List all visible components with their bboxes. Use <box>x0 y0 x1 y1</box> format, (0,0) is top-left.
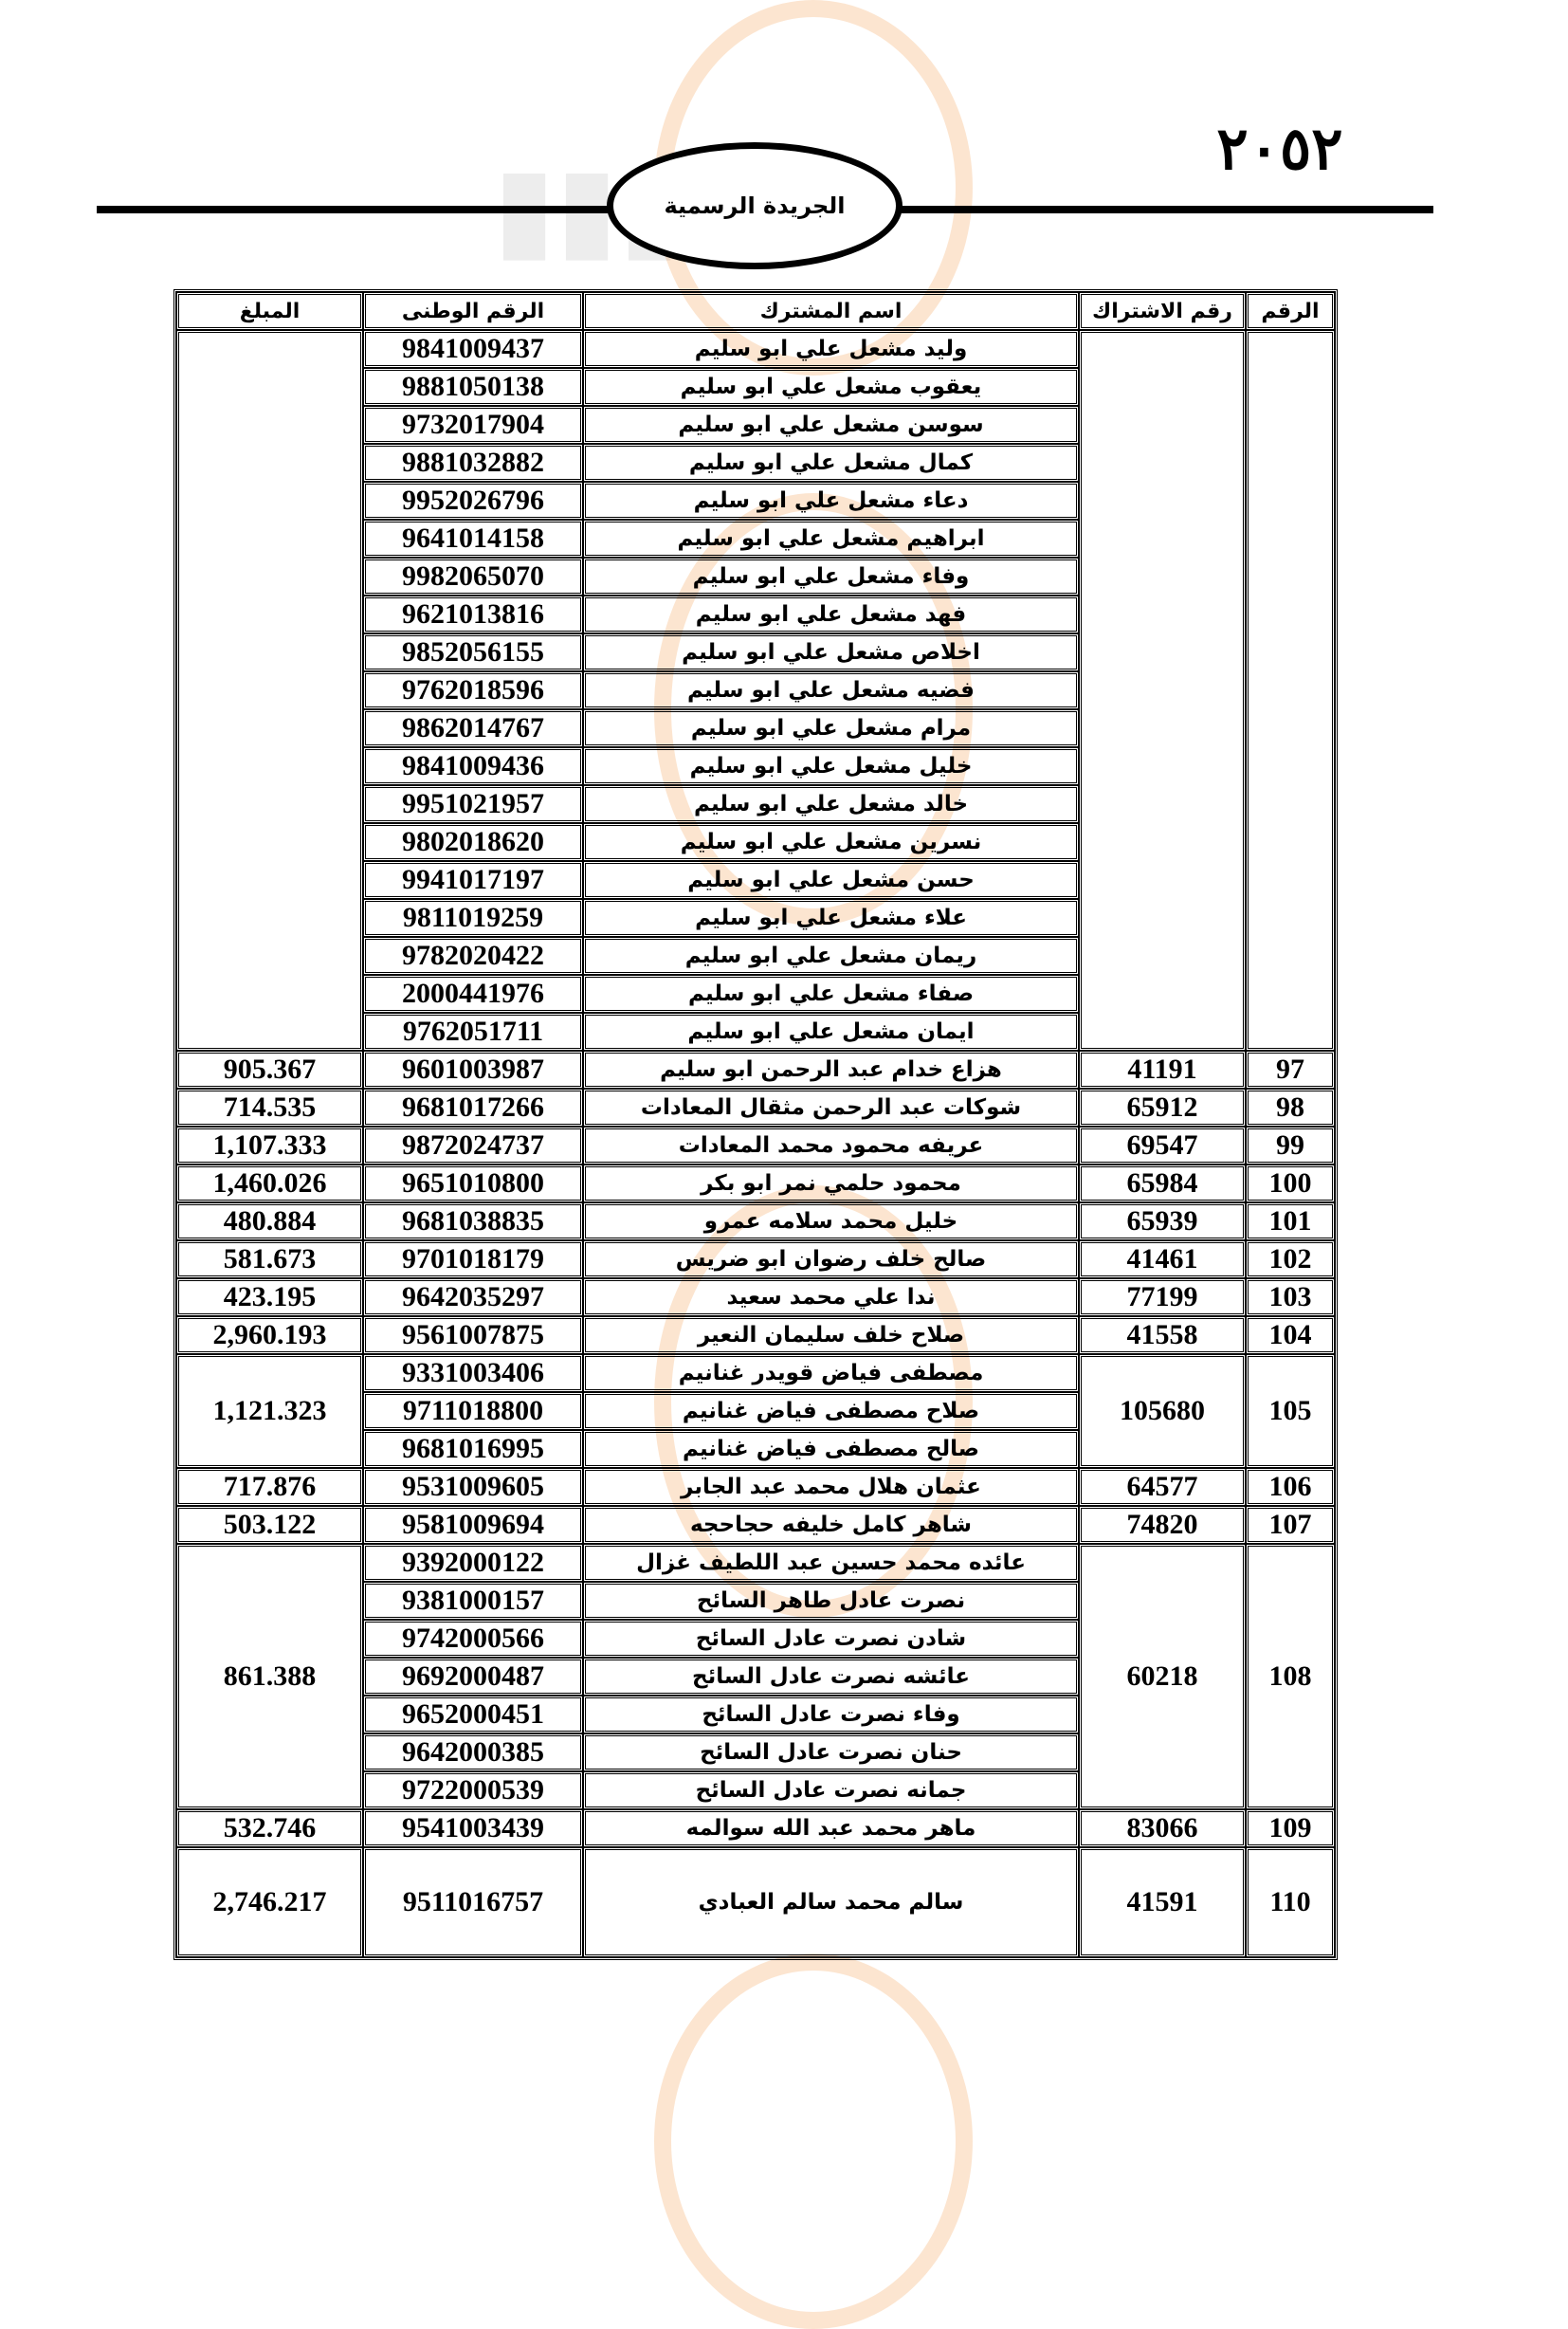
watermark-clock <box>654 1953 973 2329</box>
amount: 714.535 <box>176 1089 363 1127</box>
subscription-number: 41558 <box>1079 1316 1246 1354</box>
subscriber-name: حسن مشعل علي ابو سليم <box>583 861 1079 899</box>
table-row <box>176 1164 1335 1202</box>
national-id: 9732017904 <box>363 406 583 444</box>
column-header-subscription: رقم الاشتراك <box>1079 292 1246 330</box>
national-id: 9561007875 <box>363 1316 583 1354</box>
national-id: 9811019259 <box>363 899 583 937</box>
publication-title: الجريدة الرسمية <box>664 193 846 219</box>
amount: 861.388 <box>176 1544 363 1809</box>
subscription-number: 69547 <box>1079 1127 1246 1164</box>
subscriber-name: شوكات عبد الرحمن مثقال المعادات <box>583 1089 1079 1127</box>
national-id: 9651010800 <box>363 1164 583 1202</box>
subscriber-name: حنان نصرت عادل السائح <box>583 1733 1079 1771</box>
national-id: 9762018596 <box>363 671 583 709</box>
subscriber-name: يعقوب مشعل علي ابو سليم <box>583 368 1079 406</box>
subscription-number: 74820 <box>1079 1506 1246 1544</box>
subscription-number: 60218 <box>1079 1544 1246 1809</box>
subscription-number: 41191 <box>1079 1051 1246 1089</box>
subscription-number: 65984 <box>1079 1164 1246 1202</box>
subscriber-name: جمانه نصرت عادل السائح <box>583 1771 1079 1809</box>
subscriber-name: صالح مصطفى فياض غنانيم <box>583 1430 1079 1468</box>
row-number: 100 <box>1246 1164 1335 1202</box>
subscriber-name: كمال مشعل علي ابو سليم <box>583 444 1079 482</box>
national-id: 9852056155 <box>363 633 583 671</box>
subscriber-name: نصرت عادل طاهر السائح <box>583 1582 1079 1620</box>
subscriber-name: محمود حلمي نمر ابو بكر <box>583 1164 1079 1202</box>
publication-title-oval <box>607 142 903 269</box>
table-row <box>176 330 1335 368</box>
subscription-number <box>1079 330 1246 1051</box>
column-header-name: اسم المشترك <box>583 292 1079 330</box>
row-number: 101 <box>1246 1202 1335 1240</box>
national-id: 9762051711 <box>363 1013 583 1051</box>
amount: 1,107.333 <box>176 1127 363 1164</box>
table-row <box>176 1202 1335 1240</box>
table-row <box>176 1240 1335 1278</box>
subscriber-name: فهد مشعل علي ابو سليم <box>583 596 1079 633</box>
national-id: 9872024737 <box>363 1127 583 1164</box>
amount: 1,121.323 <box>176 1354 363 1468</box>
amount: 532.746 <box>176 1809 363 1847</box>
national-id: 9621013816 <box>363 596 583 633</box>
column-header-amount: المبلغ <box>176 292 363 330</box>
subscriber-name: شادن نصرت عادل السائح <box>583 1620 1079 1658</box>
national-id: 9862014767 <box>363 709 583 747</box>
national-id: 9642035297 <box>363 1278 583 1316</box>
row-number: 110 <box>1246 1847 1335 1957</box>
subscription-number: 77199 <box>1079 1278 1246 1316</box>
subscriber-name: صالح خلف رضوان ابو ضريس <box>583 1240 1079 1278</box>
subscriber-name: هزاع خدام عبد الرحمن ابو سليم <box>583 1051 1079 1089</box>
subscriber-name: خليل محمد سلامه عمرو <box>583 1202 1079 1240</box>
row-number: 103 <box>1246 1278 1335 1316</box>
subscriber-name: ايمان مشعل علي ابو سليم <box>583 1013 1079 1051</box>
subscription-number: 105680 <box>1079 1354 1246 1468</box>
column-header-number: الرقم <box>1246 292 1335 330</box>
row-number: 105 <box>1246 1354 1335 1468</box>
subscriber-name: صلاح مصطفى فياض غنانيم <box>583 1392 1079 1430</box>
national-id: 2000441976 <box>363 975 583 1013</box>
national-id: 9531009605 <box>363 1468 583 1506</box>
amount: 905.367 <box>176 1051 363 1089</box>
row-number: 99 <box>1246 1127 1335 1164</box>
subscription-number: 41591 <box>1079 1847 1246 1957</box>
table-row <box>176 1127 1335 1164</box>
national-id: 9742000566 <box>363 1620 583 1658</box>
amount <box>176 330 363 1051</box>
subscriber-name: صفاء مشعل علي ابو سليم <box>583 975 1079 1013</box>
subscription-number: 65912 <box>1079 1089 1246 1127</box>
table-row <box>176 1809 1335 1847</box>
national-id: 9941017197 <box>363 861 583 899</box>
table-row <box>176 1089 1335 1127</box>
subscription-number: 41461 <box>1079 1240 1246 1278</box>
amount: 503.122 <box>176 1506 363 1544</box>
subscriber-name: وفاء مشعل علي ابو سليم <box>583 558 1079 596</box>
table-row <box>176 1847 1335 1957</box>
table-row <box>176 1506 1335 1544</box>
subscriber-name: عائده محمد حسين عبد اللطيف غزال <box>583 1544 1079 1582</box>
subscriber-name: ماهر محمد عبد الله سوالمه <box>583 1809 1079 1847</box>
national-id: 9802018620 <box>363 823 583 861</box>
national-id: 9841009436 <box>363 747 583 785</box>
row-number <box>1246 330 1335 1051</box>
national-id: 9681016995 <box>363 1430 583 1468</box>
national-id: 9692000487 <box>363 1658 583 1696</box>
national-id: 9581009694 <box>363 1506 583 1544</box>
subscriber-name: عريفه محمود محمد المعادات <box>583 1127 1079 1164</box>
subscriber-name: ابراهيم مشعل علي ابو سليم <box>583 520 1079 558</box>
subscriber-name: خالد مشعل علي ابو سليم <box>583 785 1079 823</box>
national-id: 9641014158 <box>363 520 583 558</box>
table-row <box>176 1278 1335 1316</box>
subscriber-name: عثمان هلال محمد عبد الجابر <box>583 1468 1079 1506</box>
subscriber-name: سوسن مشعل علي ابو سليم <box>583 406 1079 444</box>
subscriber-name: مصطفى فياض قويدر غنانيم <box>583 1354 1079 1392</box>
national-id: 9681038835 <box>363 1202 583 1240</box>
subscriber-name: عائشه نصرت عادل السائح <box>583 1658 1079 1696</box>
national-id: 9331003406 <box>363 1354 583 1392</box>
table-header-row <box>176 292 1335 330</box>
subscriber-name: وليد مشعل علي ابو سليم <box>583 330 1079 368</box>
row-number: 109 <box>1246 1809 1335 1847</box>
table-row <box>176 1354 1335 1392</box>
national-id: 9841009437 <box>363 330 583 368</box>
table-row <box>176 1544 1335 1582</box>
national-id: 9681017266 <box>363 1089 583 1127</box>
subscription-number: 65939 <box>1079 1202 1246 1240</box>
row-number: 106 <box>1246 1468 1335 1506</box>
amount: 2,746.217 <box>176 1847 363 1957</box>
amount: 717.876 <box>176 1468 363 1506</box>
amount: 581.673 <box>176 1240 363 1278</box>
subscriber-name: صلاح خلف سليمان النعير <box>583 1316 1079 1354</box>
subscriber-name: سالم محمد سالم العبادي <box>583 1847 1079 1957</box>
table-row <box>176 1468 1335 1506</box>
subscriber-name: فضيه مشعل علي ابو سليم <box>583 671 1079 709</box>
subscriber-name: ريمان مشعل علي ابو سليم <box>583 937 1079 975</box>
subscriber-name: ندا علي محمد سعيد <box>583 1278 1079 1316</box>
national-id: 9881032882 <box>363 444 583 482</box>
watermark-logo: ▮▮▮ <box>493 142 682 274</box>
row-number: 104 <box>1246 1316 1335 1354</box>
subscribers-table <box>173 289 1338 1960</box>
table-row <box>176 1316 1335 1354</box>
national-id: 9642000385 <box>363 1733 583 1771</box>
national-id: 9652000451 <box>363 1696 583 1733</box>
subscriber-name: خليل مشعل علي ابو سليم <box>583 747 1079 785</box>
column-header-national-id: الرقم الوطنى <box>363 292 583 330</box>
national-id: 9982065070 <box>363 558 583 596</box>
subscription-number: 83066 <box>1079 1809 1246 1847</box>
national-id: 9392000122 <box>363 1544 583 1582</box>
amount: 2,960.193 <box>176 1316 363 1354</box>
row-number: 108 <box>1246 1544 1335 1809</box>
amount: 1,460.026 <box>176 1164 363 1202</box>
national-id: 9881050138 <box>363 368 583 406</box>
subscriber-name: وفاء نصرت عادل السائح <box>583 1696 1079 1733</box>
page-number: ٢٠٥٢ <box>1216 114 1343 183</box>
amount: 480.884 <box>176 1202 363 1240</box>
national-id: 9722000539 <box>363 1771 583 1809</box>
amount: 423.195 <box>176 1278 363 1316</box>
national-id: 9952026796 <box>363 482 583 520</box>
subscriber-name: مرام مشعل علي ابو سليم <box>583 709 1079 747</box>
national-id: 9951021957 <box>363 785 583 823</box>
national-id: 9541003439 <box>363 1809 583 1847</box>
table-row <box>176 1051 1335 1089</box>
national-id: 9381000157 <box>363 1582 583 1620</box>
subscriber-name: اخلاص مشعل علي ابو سليم <box>583 633 1079 671</box>
national-id: 9701018179 <box>363 1240 583 1278</box>
subscriber-name: شاهر كامل خليفه حجاحجه <box>583 1506 1079 1544</box>
national-id: 9601003987 <box>363 1051 583 1089</box>
national-id: 9711018800 <box>363 1392 583 1430</box>
subscriber-name: علاء مشعل علي ابو سليم <box>583 899 1079 937</box>
row-number: 107 <box>1246 1506 1335 1544</box>
national-id: 9782020422 <box>363 937 583 975</box>
row-number: 97 <box>1246 1051 1335 1089</box>
subscription-number: 64577 <box>1079 1468 1246 1506</box>
subscriber-name: دعاء مشعل علي ابو سليم <box>583 482 1079 520</box>
subscriber-name: نسرين مشعل علي ابو سليم <box>583 823 1079 861</box>
national-id: 9511016757 <box>363 1847 583 1957</box>
row-number: 98 <box>1246 1089 1335 1127</box>
row-number: 102 <box>1246 1240 1335 1278</box>
